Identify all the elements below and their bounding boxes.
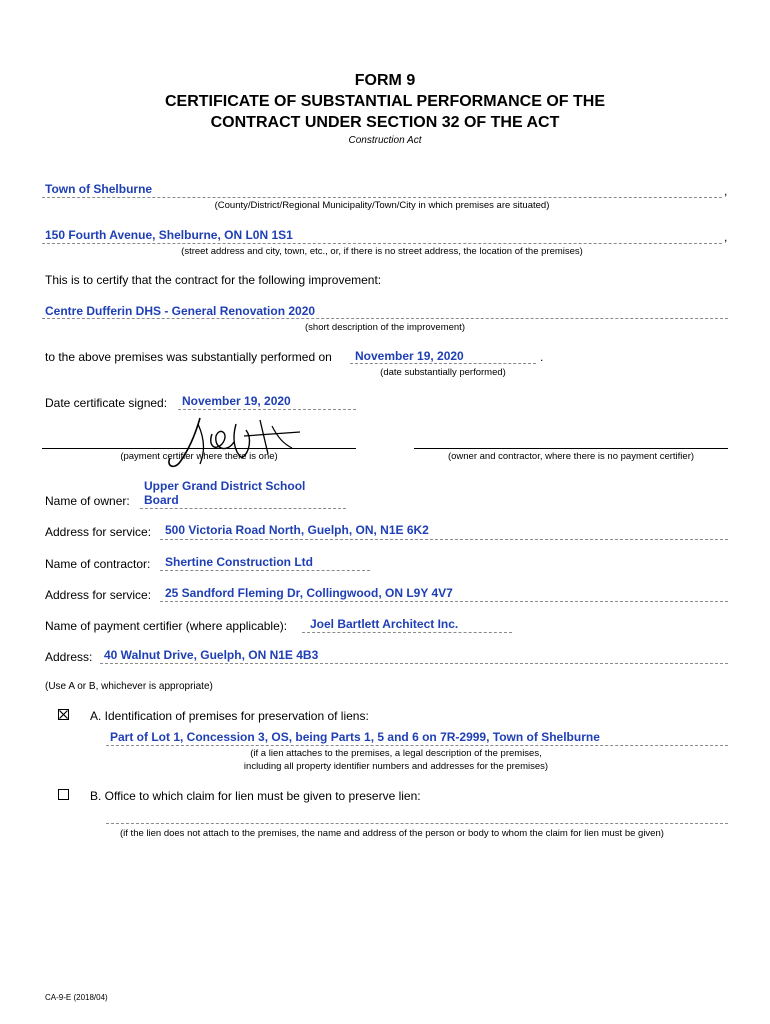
owner-contractor-signature-line[interactable] xyxy=(414,448,728,449)
premises-address-comma: , xyxy=(724,230,728,244)
improvement-line xyxy=(42,318,728,319)
signed-label: Date certificate signed: xyxy=(45,396,168,410)
owner-address-label: Address for service: xyxy=(45,525,152,539)
owner-address-line xyxy=(160,539,728,540)
municipality-caption: (County/District/Regional Municipality/Town/City in which premises are situated) xyxy=(214,200,550,211)
checkbox-x-icon xyxy=(59,710,68,719)
owner-field-line2[interactable]: Board xyxy=(144,493,179,507)
footer-code: CA-9-E (2018/04) xyxy=(45,993,108,1002)
owner-field-line1[interactable]: Upper Grand District School xyxy=(144,479,306,493)
owner-contractor-caption: (owner and contractor, where there is no payment certifier) xyxy=(447,451,695,462)
certifier-address-label: Address: xyxy=(45,650,93,664)
option-b-checkbox[interactable] xyxy=(58,789,69,800)
owner-label: Name of owner: xyxy=(45,494,130,508)
owner-address-field[interactable]: 500 Victoria Road North, Guelph, ON, N1E 6K2 xyxy=(165,523,429,537)
performed-caption: (date substantially performed) xyxy=(380,367,506,378)
option-a-label: A. Identification of premises for preservation of liens: xyxy=(90,709,369,723)
certifier-address-field[interactable]: 40 Walnut Drive, Guelph, ON N1E 4B3 xyxy=(104,648,319,662)
payment-certifier-label: Name of payment certifier (where applicable): xyxy=(45,619,288,633)
contractor-address-field[interactable]: 25 Sandford Fleming Dr, Collingwood, ON L9Y 4V7 xyxy=(165,586,453,600)
payment-certifier-field[interactable]: Joel Bartlett Architect Inc. xyxy=(310,617,459,631)
contractor-line xyxy=(160,570,370,571)
option-a-caption-line1: (if a lien attaches to the premises, a legal description of the premises, xyxy=(250,748,542,759)
premises-address-line xyxy=(42,243,722,244)
performed-date-field[interactable]: November 19, 2020 xyxy=(355,349,464,363)
performed-label: to the above premises was substantially performed on xyxy=(45,350,332,364)
form-subtitle: Construction Act xyxy=(348,135,422,146)
contractor-field[interactable]: Shertine Construction Ltd xyxy=(165,555,313,569)
payment-certifier-caption: (payment certifier where there is one) xyxy=(120,451,278,462)
form-title-line2: CONTRACT UNDER SECTION 32 OF THE ACT xyxy=(210,114,560,131)
signed-date-field[interactable]: November 19, 2020 xyxy=(182,394,291,408)
contractor-address-label: Address for service: xyxy=(45,588,152,602)
payment-certifier-line xyxy=(302,632,512,633)
payment-certifier-signature-line[interactable] xyxy=(42,448,356,449)
option-b-caption: (if the lien does not attach to the premises, the name and address of the person or body to whom the claim for lien must be given) xyxy=(120,828,664,839)
municipality-field[interactable]: Town of Shelburne xyxy=(45,182,153,196)
improvement-field[interactable]: Centre Dufferin DHS - General Renovation 2020 xyxy=(45,304,316,318)
signed-date-line xyxy=(178,409,356,410)
improvement-caption: (short description of the improvement) xyxy=(305,322,465,333)
contractor-label: Name of contractor: xyxy=(45,557,151,571)
option-b-line[interactable] xyxy=(106,823,728,824)
option-a-caption-line2: including all property identifier numbers and addresses for the premises) xyxy=(243,761,549,772)
municipality-comma: , xyxy=(724,184,728,198)
contractor-address-line xyxy=(160,601,728,602)
performed-date-line xyxy=(350,363,536,364)
owner-line xyxy=(140,508,346,509)
performed-period: . xyxy=(540,350,544,364)
form-number: FORM 9 xyxy=(354,72,416,89)
premises-address-field[interactable]: 150 Fourth Avenue, Shelburne, ON L0N 1S1 xyxy=(45,228,293,242)
premises-address-caption: (street address and city, town, etc., or, if there is no street address, the location of the premises) xyxy=(181,246,583,257)
municipality-line xyxy=(42,197,722,198)
option-a-checkbox[interactable] xyxy=(58,709,69,720)
option-b-label: B. Office to which claim for lien must be given to preserve lien: xyxy=(90,789,421,803)
option-a-field[interactable]: Part of Lot 1, Concession 3, OS, being Parts 1, 5 and 6 on 7R-2999, Town of Shelburne xyxy=(110,730,600,744)
certifier-address-line xyxy=(100,663,728,664)
choose-note: (Use A or B, whichever is appropriate) xyxy=(45,681,213,692)
form-title-line1: CERTIFICATE OF SUBSTANTIAL PERFORMANCE OF THE xyxy=(165,93,605,110)
certify-text: This is to certify that the contract for the following improvement: xyxy=(45,273,382,287)
option-a-line xyxy=(106,745,728,746)
